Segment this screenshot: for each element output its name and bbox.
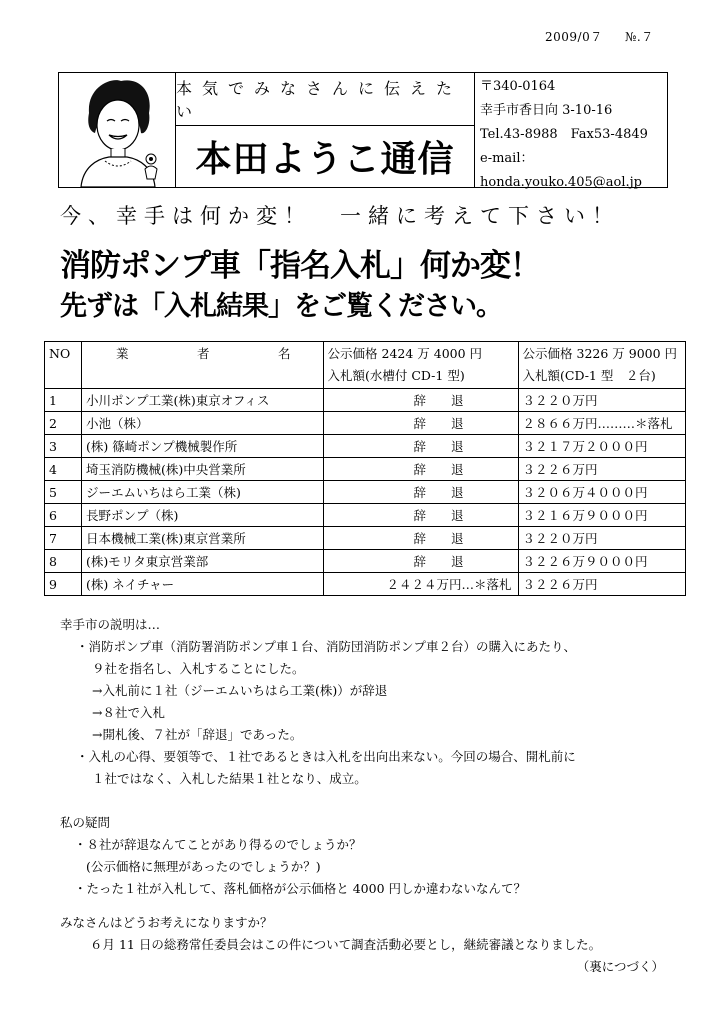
headline-3: 先ずは「入札結果」をご覧ください。	[60, 291, 502, 322]
table-row	[45, 412, 686, 435]
row-no: 8	[45, 550, 82, 573]
header-bid2	[518, 342, 685, 389]
row-bid2: ３２１６万９０００円	[518, 504, 685, 527]
issue-number: №.７	[625, 30, 654, 44]
explanation-heading: 幸手市の説明は…	[60, 617, 161, 632]
row-company: ジーエムいちはら工業（株)	[82, 481, 324, 504]
doubt-line: ・８社が辞退なんてことがあり得るのでしょうか？	[74, 837, 362, 852]
phone-fax: Tel.43-8988 Fax53-4849	[480, 127, 648, 142]
table-row	[45, 435, 686, 458]
row-bid1: 辞 退	[323, 389, 518, 412]
row-bid1: 辞 退	[323, 412, 518, 435]
table-row	[45, 481, 686, 504]
row-bid1: 辞 退	[323, 550, 518, 573]
closing-section	[60, 912, 664, 978]
continued-note: （裏につづく）	[576, 959, 664, 974]
row-no: 5	[45, 481, 82, 504]
row-company: (株) 篠崎ポンプ機械製作所	[82, 435, 324, 458]
header-bid1-price: 公示価格 2424 万 4000 円	[327, 346, 483, 361]
explanation-line: →８社で入札	[92, 705, 165, 720]
row-bid2: ３２２０万円	[518, 527, 685, 550]
header-bid1	[323, 342, 518, 389]
row-bid1: 辞 退	[323, 435, 518, 458]
explanation-line: →開札後、７社が「辞退」であった。	[92, 727, 303, 742]
header-bid2-type: 入札額(CD-1 型 ２台)	[522, 368, 656, 383]
row-bid1: 辞 退	[323, 504, 518, 527]
city-explanation	[60, 614, 576, 790]
row-bid2: ３２２６万円	[518, 573, 685, 596]
address: 幸手市香日向 3-10-16	[480, 103, 613, 118]
table-header-row	[45, 342, 686, 389]
row-no: 9	[45, 573, 82, 596]
email-label: e-mail：	[480, 151, 534, 166]
row-bid2: ３２２６万円	[518, 458, 685, 481]
doubt-line: ・たった１社が入札して、落札価格が公示価格と 4000 円しか違わないなんて？	[74, 881, 527, 896]
row-bid1: 辞 退	[323, 527, 518, 550]
row-bid2: ３２０６万４０００円	[518, 481, 685, 504]
newsletter-header	[58, 72, 668, 188]
title-block	[176, 73, 475, 187]
row-company: 埼玉消防機械(株)中央営業所	[82, 458, 324, 481]
table-row	[45, 550, 686, 573]
newsletter-title: 本田ようこ通信	[195, 139, 455, 180]
row-bid1: 辞 退	[323, 458, 518, 481]
header-company-label: 業 者 名	[116, 346, 319, 361]
closing-statement: ６月 11 日の総務常任委員会はこの件について調査活動必要とし，継続審議となりました。	[90, 937, 602, 952]
email-link[interactable]: honda.youko.405@aol.jp	[480, 175, 642, 190]
row-no: 4	[45, 458, 82, 481]
header-no: NO	[45, 342, 82, 389]
table-row	[45, 458, 686, 481]
row-no: 6	[45, 504, 82, 527]
row-bid2: ３２１７万２０００円	[518, 435, 685, 458]
table-row	[45, 527, 686, 550]
headline-1: 今、幸手は何か変！ 一緒に考えて下さい！	[60, 204, 620, 228]
tagline: 本気でみなさんに伝えたい	[176, 73, 474, 126]
row-bid2: ２８６６万円………＊落札	[518, 412, 685, 435]
row-no: 2	[45, 412, 82, 435]
table-row	[45, 573, 686, 596]
doubt-line: (公示価格に無理があったのでしょうか？)	[86, 859, 321, 874]
bid-results-table	[44, 341, 686, 596]
row-company: 日本機械工業(株)東京営業所	[82, 527, 324, 550]
header-company	[82, 342, 324, 389]
explanation-line: ９社を指名し、入札することにした。	[92, 661, 305, 676]
postal-code: 〒340-0164	[480, 79, 556, 94]
contact-info	[480, 75, 648, 195]
explanation-line: ・消防ポンプ車（消防署消防ポンプ車１台、消防団消防ポンプ車２台）の購入にあたり、	[76, 639, 577, 654]
closing-question: みなさんはどうお考えになりますか？	[60, 915, 273, 930]
row-company: 長野ポンプ（株)	[82, 504, 324, 527]
row-company: 小川ポンプ工業(株)東京オフィス	[82, 389, 324, 412]
row-company: (株)モリタ東京営業部	[82, 550, 324, 573]
header-bid1-type: 入札額(水槽付 CD-1 型)	[327, 368, 465, 383]
explanation-line: １社ではなく、入札した結果１社となり、成立。	[92, 771, 367, 786]
explanation-line: →入札前に１社（ジーエムいちはら工業(株)）が辞退	[92, 683, 388, 698]
my-doubts	[60, 812, 526, 900]
row-bid2: ３２２０万円	[518, 389, 685, 412]
portrait-icon	[59, 73, 175, 187]
row-bid1: 辞 退	[323, 481, 518, 504]
issue-info	[545, 28, 672, 45]
doubts-heading: 私の疑問	[60, 815, 111, 830]
row-no: 7	[45, 527, 82, 550]
row-no: 3	[45, 435, 82, 458]
issue-date: 2009/0７	[545, 30, 603, 44]
table-row	[45, 389, 686, 412]
header-bid2-price: 公示価格 3226 万 9000 円	[522, 346, 678, 361]
explanation-line: ・入札の心得、要領等で、１社であるときは入札を出向出来ない。今回の場合、開札前に	[76, 749, 576, 764]
row-company: (株) ネイチャー	[82, 573, 324, 596]
row-bid1: ２４２４万円…＊落札	[323, 573, 518, 596]
table-row	[45, 504, 686, 527]
row-company: 小池（株）	[82, 412, 324, 435]
row-bid2: ３２２６万９０００円	[518, 550, 685, 573]
headline-2: 消防ポンプ車「指名入札」何か変！	[60, 248, 540, 284]
portrait-illustration	[59, 73, 176, 187]
row-no: 1	[45, 389, 82, 412]
